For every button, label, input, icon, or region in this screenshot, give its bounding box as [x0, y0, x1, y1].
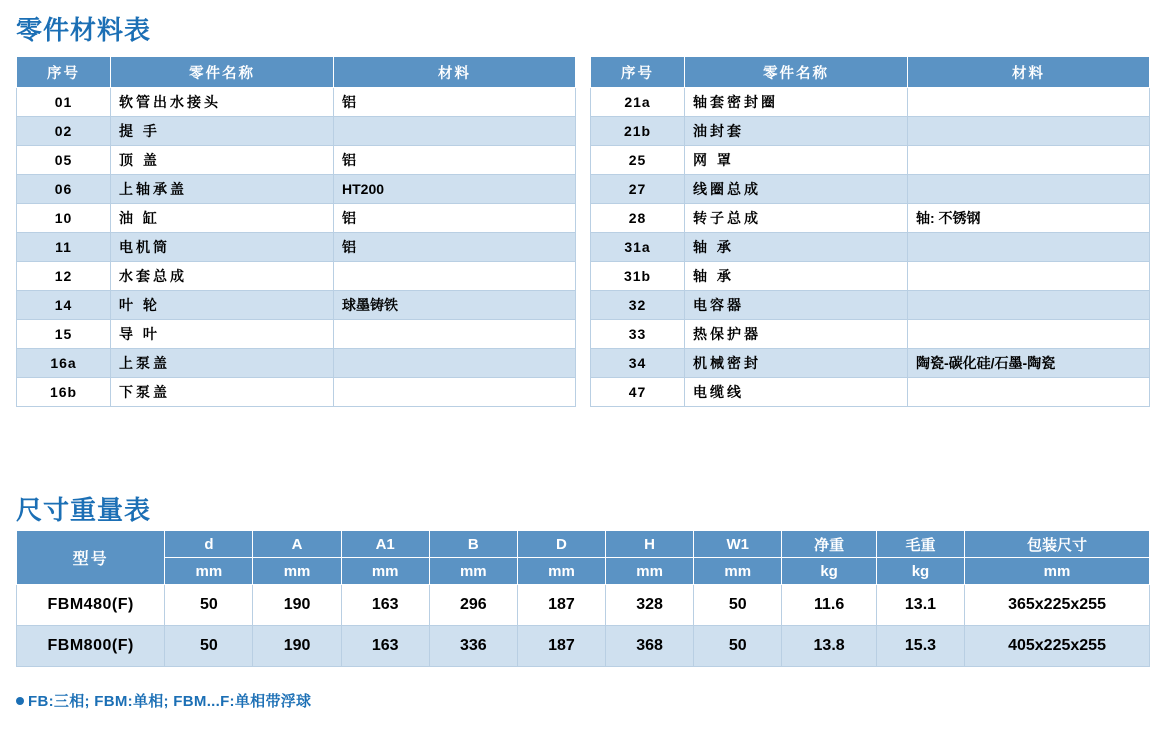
cell-material [908, 233, 1150, 262]
column-header-b: B [429, 531, 517, 558]
unit-b: mm [429, 558, 517, 585]
cell-no: 33 [591, 320, 685, 349]
dimensions-header-row-names [17, 531, 1150, 558]
cell-material [334, 117, 576, 146]
cell-a: 190 [253, 585, 341, 626]
cell-h: 368 [606, 626, 694, 667]
cell-net-weight: 13.8 [782, 626, 877, 667]
cell-material [334, 349, 576, 378]
column-header-a1: A1 [341, 531, 429, 558]
table-row [591, 262, 1150, 291]
cell-material [908, 291, 1150, 320]
cell-material: 球墨铸铁 [334, 291, 576, 320]
footnote-text: FB:三相; FBM:单相; FBM...F:单相带浮球 [28, 693, 312, 710]
table-row [591, 320, 1150, 349]
cell-material [908, 146, 1150, 175]
cell-no: 11 [17, 233, 111, 262]
cell-name: 提 手 [111, 117, 334, 146]
cell-model: FBM480(F) [17, 585, 165, 626]
cell-material: 陶瓷-碳化硅/石墨-陶瓷 [908, 349, 1150, 378]
cell-material: 铝 [334, 204, 576, 233]
cell-no: 06 [17, 175, 111, 204]
cell-gross-weight: 15.3 [876, 626, 964, 667]
cell-name: 顶 盖 [111, 146, 334, 175]
cell-d: 50 [165, 585, 253, 626]
table-row [17, 626, 1150, 667]
column-header-d2: D [517, 531, 605, 558]
dimensions-table-container [16, 530, 1150, 667]
cell-name: 叶 轮 [111, 291, 334, 320]
table-row [591, 291, 1150, 320]
table-row [591, 233, 1150, 262]
dimensions-table [16, 530, 1150, 667]
cell-material [908, 117, 1150, 146]
table-row [591, 378, 1150, 407]
cell-a1: 163 [341, 626, 429, 667]
table-row [17, 320, 576, 349]
table-row [17, 291, 576, 320]
table-row [591, 204, 1150, 233]
table-header-row [591, 57, 1150, 88]
cell-name: 电缆线 [685, 378, 908, 407]
cell-net-weight: 11.6 [782, 585, 877, 626]
table-row [17, 233, 576, 262]
cell-name: 上轴承盖 [111, 175, 334, 204]
cell-material [334, 320, 576, 349]
cell-material: 铝 [334, 146, 576, 175]
column-header-material: 材料 [908, 57, 1150, 88]
cell-no: 31b [591, 262, 685, 291]
column-header-net-weight: 净重 [782, 531, 877, 558]
column-header-a: A [253, 531, 341, 558]
cell-no: 16b [17, 378, 111, 407]
cell-no: 32 [591, 291, 685, 320]
column-header-name: 零件名称 [111, 57, 334, 88]
cell-no: 15 [17, 320, 111, 349]
cell-material [334, 378, 576, 407]
column-header-no: 序号 [17, 57, 111, 88]
cell-material [908, 378, 1150, 407]
cell-material [908, 88, 1150, 117]
cell-name: 轴 承 [685, 233, 908, 262]
cell-w1: 50 [694, 626, 782, 667]
column-header-h: H [606, 531, 694, 558]
table-row [591, 117, 1150, 146]
cell-material: HT200 [334, 175, 576, 204]
cell-a: 190 [253, 626, 341, 667]
cell-name: 电机筒 [111, 233, 334, 262]
cell-no: 21b [591, 117, 685, 146]
column-header-package-size: 包装尺寸 [965, 531, 1150, 558]
unit-net-weight: kg [782, 558, 877, 585]
cell-no: 21a [591, 88, 685, 117]
cell-no: 14 [17, 291, 111, 320]
table-row [17, 262, 576, 291]
cell-package-size: 405x225x255 [965, 626, 1150, 667]
cell-material: 铝 [334, 233, 576, 262]
cell-name: 机械密封 [685, 349, 908, 378]
cell-name: 轴套密封圈 [685, 88, 908, 117]
cell-name: 转子总成 [685, 204, 908, 233]
table-row [17, 204, 576, 233]
cell-no: 10 [17, 204, 111, 233]
parts-table-right [590, 56, 1150, 407]
unit-a: mm [253, 558, 341, 585]
cell-no: 28 [591, 204, 685, 233]
cell-d2: 187 [517, 585, 605, 626]
cell-name: 线圈总成 [685, 175, 908, 204]
table-row [17, 117, 576, 146]
table-row [17, 146, 576, 175]
dimensions-section-title: 尺寸重量表 [16, 495, 152, 525]
dimensions-header-row-units [17, 558, 1150, 585]
cell-d: 50 [165, 626, 253, 667]
cell-gross-weight: 13.1 [876, 585, 964, 626]
column-header-name: 零件名称 [685, 57, 908, 88]
unit-d: mm [165, 558, 253, 585]
cell-model: FBM800(F) [17, 626, 165, 667]
cell-no: 25 [591, 146, 685, 175]
column-header-material: 材料 [334, 57, 576, 88]
table-row [591, 175, 1150, 204]
cell-a1: 163 [341, 585, 429, 626]
cell-name: 轴 承 [685, 262, 908, 291]
cell-material [908, 262, 1150, 291]
cell-no: 12 [17, 262, 111, 291]
cell-no: 02 [17, 117, 111, 146]
table-row [17, 585, 1150, 626]
cell-name: 水套总成 [111, 262, 334, 291]
cell-no: 05 [17, 146, 111, 175]
cell-name: 软管出水接头 [111, 88, 334, 117]
cell-b: 296 [429, 585, 517, 626]
cell-no: 01 [17, 88, 111, 117]
table-row [17, 88, 576, 117]
cell-no: 31a [591, 233, 685, 262]
column-header-d: d [165, 531, 253, 558]
cell-name: 热保护器 [685, 320, 908, 349]
cell-material: 铝 [334, 88, 576, 117]
column-header-no: 序号 [591, 57, 685, 88]
table-row [17, 349, 576, 378]
cell-name: 导 叶 [111, 320, 334, 349]
cell-material [334, 262, 576, 291]
unit-w1: mm [694, 558, 782, 585]
parts-table-left [16, 56, 576, 407]
table-row [591, 88, 1150, 117]
cell-no: 47 [591, 378, 685, 407]
cell-h: 328 [606, 585, 694, 626]
cell-package-size: 365x225x255 [965, 585, 1150, 626]
cell-d2: 187 [517, 626, 605, 667]
cell-name: 网 罩 [685, 146, 908, 175]
column-header-w1: W1 [694, 531, 782, 558]
cell-w1: 50 [694, 585, 782, 626]
table-header-row [17, 57, 576, 88]
cell-material: 轴: 不锈钢 [908, 204, 1150, 233]
unit-d2: mm [517, 558, 605, 585]
cell-material [908, 175, 1150, 204]
unit-gross-weight: kg [876, 558, 964, 585]
cell-name: 电容器 [685, 291, 908, 320]
footnote [16, 690, 311, 711]
cell-no: 16a [17, 349, 111, 378]
table-row [591, 146, 1150, 175]
cell-name: 油封套 [685, 117, 908, 146]
cell-name: 上泵盖 [111, 349, 334, 378]
unit-a1: mm [341, 558, 429, 585]
cell-material [908, 320, 1150, 349]
unit-package-size: mm [965, 558, 1150, 585]
cell-name: 油 缸 [111, 204, 334, 233]
table-row [17, 175, 576, 204]
table-row [591, 349, 1150, 378]
parts-section-title: 零件材料表 [16, 15, 152, 45]
column-header-model: 型号 [17, 531, 165, 585]
unit-h: mm [606, 558, 694, 585]
parts-tables-container [16, 56, 1150, 407]
cell-no: 27 [591, 175, 685, 204]
column-header-gross-weight: 毛重 [876, 531, 964, 558]
cell-b: 336 [429, 626, 517, 667]
cell-name: 下泵盖 [111, 378, 334, 407]
table-row [17, 378, 576, 407]
bullet-icon [16, 697, 24, 705]
cell-no: 34 [591, 349, 685, 378]
